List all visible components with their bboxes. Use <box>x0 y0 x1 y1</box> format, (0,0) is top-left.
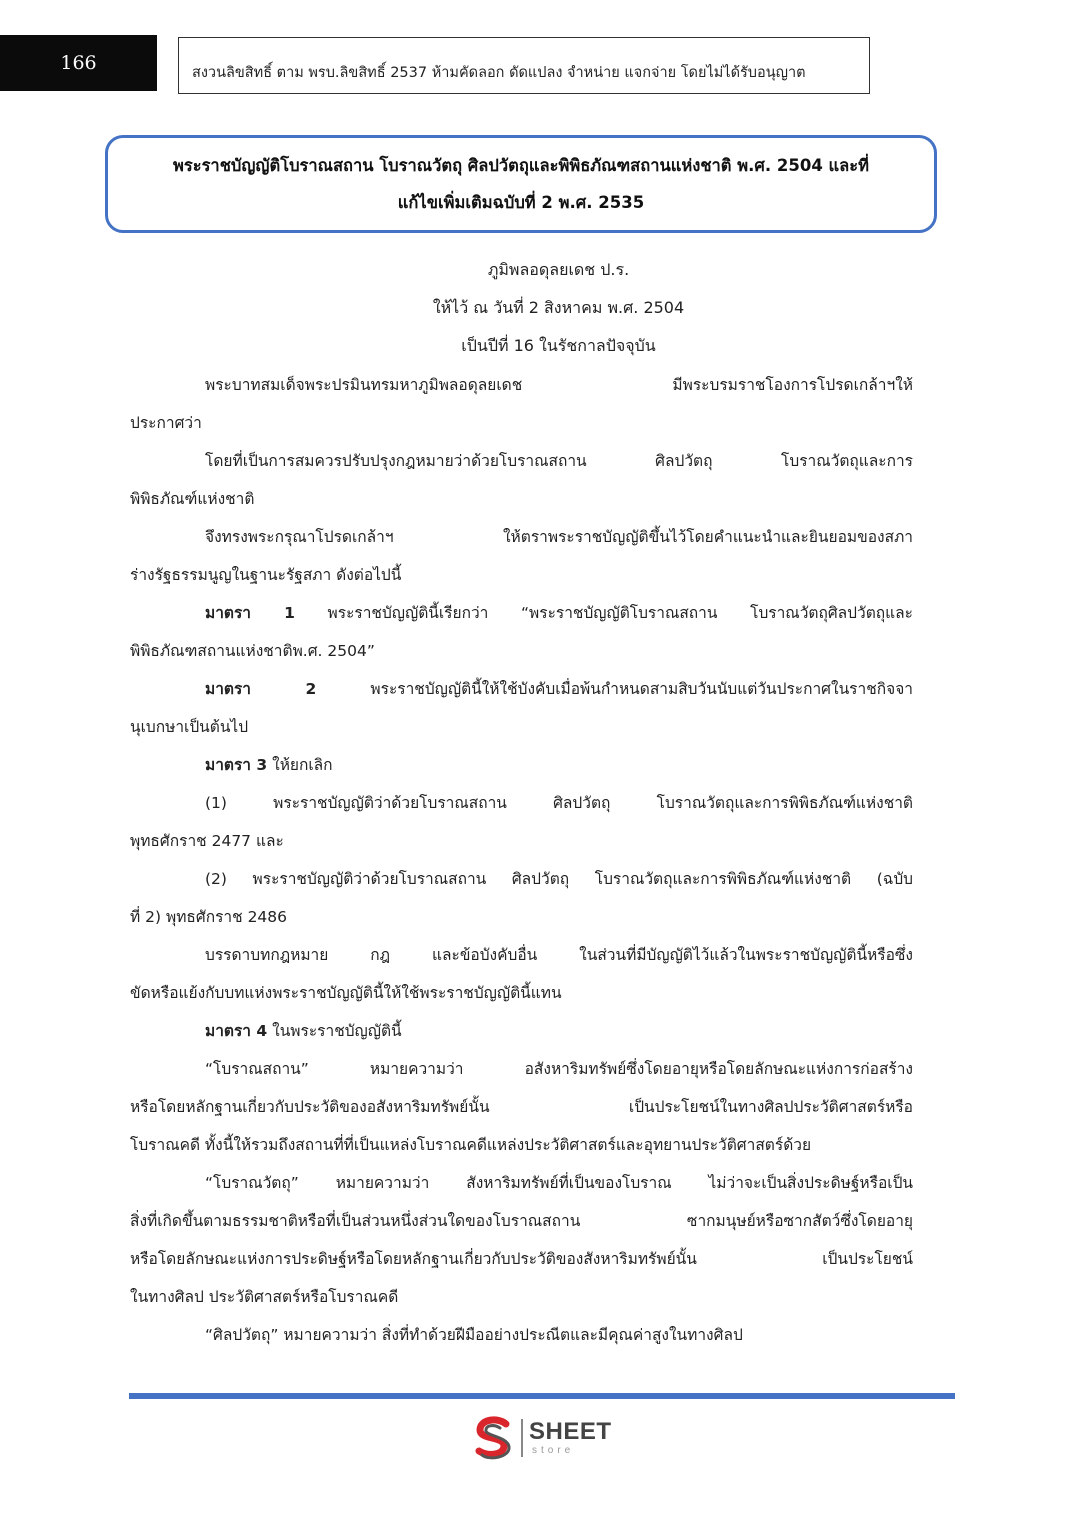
preamble-date: ให้ไว้ ณ วันที่ 2 สิงหาคม พ.ศ. 2504 <box>432 298 685 317</box>
section-2-line-1 <box>205 676 913 701</box>
section-4-text: ในพระราชบัญญัตินี้ <box>267 1022 402 1040</box>
section-1-line-1 <box>205 600 913 625</box>
paragraph-proclamation-line-1: พระบาทสมเด็จพระปรมินทรมหาภูมิพลอดุลยเดช มีพระบรมราชโองการโปรดเกล้าฯให้ <box>205 376 913 394</box>
section-2-text: พระราชบัญญัตินี้ให้ใช้บังคับเมื่อพ้นกำหนดสามสิบวันนับแต่วันประกาศในราชกิจจา <box>316 680 913 698</box>
section-1-line-2: พิพิธภัณฑสถานแห่งชาติพ.ศ. 2504” <box>130 642 375 660</box>
section-3-item-2-line-2: ที่ 2) พุทธศักราช 2486 <box>130 908 288 926</box>
logo-wordmark: SHEET <box>529 1418 612 1445</box>
copyright-notice <box>178 37 870 94</box>
section-3-paragraph-line-2: ขัดหรือแย้งกับบทแห่งพระราชบัญญัตินี้ให้ใช้พระราชบัญญัตินี้แทน <box>130 984 562 1002</box>
section-2-line-2: นุเบกษาเป็นต้นไป <box>130 718 249 736</box>
logo-subtext: store <box>532 1445 575 1456</box>
document-title-line-2: แก้ไขเพิ่มเติมฉบับที่ 2 พ.ศ. 2535 <box>397 193 645 212</box>
definition-2-line-4: ในทางศิลป ประวัติศาสตร์หรือโบราณคดี <box>130 1288 399 1306</box>
section-3-item-1-line-2: พุทธศักราช 2477 และ <box>130 832 284 850</box>
section-4-line-1 <box>205 1018 913 1043</box>
section-3-item-1-line-1: (1) พระราชบัญญัติว่าด้วยโบราณสถาน ศิลปวัตถุ โบราณวัตถุและการพิพิธภัณฑ์แห่งชาติ <box>205 794 913 812</box>
sheet-store-logo <box>470 1415 630 1461</box>
section-1-text: พระราชบัญญัตินี้เรียกว่า “พระราชบัญญัติโบราณสถาน โบราณวัตถุศิลปวัตถุและ <box>294 604 913 622</box>
section-2-label: มาตรา 2 <box>205 680 317 698</box>
document-title-line-1: พระราชบัญญัติโบราณสถาน โบราณวัตถุ ศิลปวัตถุและพิพิธภัณฑสถานแห่งชาติ พ.ศ. 2504 และที่ <box>172 156 870 175</box>
footer-divider <box>129 1393 955 1399</box>
section-4-label: มาตรา 4 <box>205 1022 268 1040</box>
definition-2-line-1: “โบราณวัตถุ” หมายความว่า สังหาริมทรัพย์ที่เป็นของโบราณ ไม่ว่าจะเป็นสิ่งประดิษฐ์หรือเป็น <box>205 1174 913 1192</box>
paragraph-enactment-line-1: จึงทรงพระกรุณาโปรดเกล้าฯ ให้ตราพระราชบัญญัติขึ้นไว้โดยคำแนะนำและยินยอมของสภา <box>205 528 913 546</box>
section-3-text: ให้ยกเลิก <box>267 756 333 774</box>
definition-1-line-1: “โบราณสถาน” หมายความว่า อสังหาริมทรัพย์ซึ่งโดยอายุหรือโดยลักษณะแห่งการก่อสร้าง <box>205 1060 913 1078</box>
section-3-line-1 <box>205 752 913 777</box>
definition-1-line-2: หรือโดยหลักฐานเกี่ยวกับประวัติของอสังหาริมทรัพย์นั้น เป็นประโยชน์ในทางศิลปประวัติศาสตร์หรือ <box>130 1098 913 1116</box>
paragraph-reason-line-1: โดยที่เป็นการสมควรปรับปรุงกฎหมายว่าด้วยโบราณสถาน ศิลปวัตถุ โบราณวัตถุและการ <box>205 452 913 470</box>
preamble-king: ภูมิพลอดุลยเดช ป.ร. <box>487 260 630 279</box>
definition-2-line-2: สิ่งที่เกิดขึ้นตามธรรมชาติหรือที่เป็นส่วนหนึ่งส่วนใดของโบราณสถาน ซากมนุษย์หรือซากสัตว์ซึ่งโดยอายุ <box>130 1212 913 1230</box>
paragraph-reason-line-2: พิพิธภัณฑ์แห่งชาติ <box>130 490 255 508</box>
preamble-reign: เป็นปีที่ 16 ในรัชกาลปัจจุบัน <box>461 336 656 355</box>
copyright-text: สงวนลิขสิทธิ์ ตาม พรบ.ลิขสิทธิ์ 2537 ห้ามคัดลอก ดัดแปลง จำหน่าย แจกจ่าย โดยไม่ได้รับอนุญาต <box>192 65 806 81</box>
section-3-paragraph-line-1: บรรดาบทกฎหมาย กฎ และข้อบังคับอื่น ในส่วนที่มีบัญญัติไว้แล้วในพระราชบัญญัตินี้หรือซึ่ง <box>205 946 913 964</box>
logo-separator <box>521 1419 523 1457</box>
document-title-box <box>105 135 937 233</box>
section-1-label: มาตรา 1 <box>205 604 295 622</box>
section-3-label: มาตรา 3 <box>205 756 268 774</box>
page-number-text: 166 <box>60 52 97 74</box>
definition-3-line-1: “ศิลปวัตถุ” หมายความว่า สิ่งที่ทำด้วยฝีมืออย่างประณีตและมีคุณค่าสูงในทางศิลป <box>205 1326 743 1344</box>
definition-2-line-3: หรือโดยลักษณะแห่งการประดิษฐ์หรือโดยหลักฐานเกี่ยวกับประวัติของสังหาริมทรัพย์นั้น เป็นประโยชน์ <box>130 1250 913 1268</box>
sheet-store-logo-icon <box>470 1415 516 1461</box>
paragraph-enactment-line-2: ร่างรัฐธรรมนูญในฐานะรัฐสภา ดังต่อไปนี้ <box>130 566 402 584</box>
paragraph-proclamation-line-2: ประกาศว่า <box>130 414 202 432</box>
definition-1-line-3: โบราณคดี ทั้งนี้ให้รวมถึงสถานที่ที่เป็นแหล่งโบราณคดีแหล่งประวัติศาสตร์และอุทยานประวัติศาสตร์ด้วย <box>130 1136 812 1154</box>
section-3-item-2-line-1: (2) พระราชบัญญัติว่าด้วยโบราณสถาน ศิลปวัตถุ โบราณวัตถุและการพิพิธภัณฑ์แห่งชาติ (ฉบับ <box>205 870 913 888</box>
page-number <box>0 35 157 91</box>
